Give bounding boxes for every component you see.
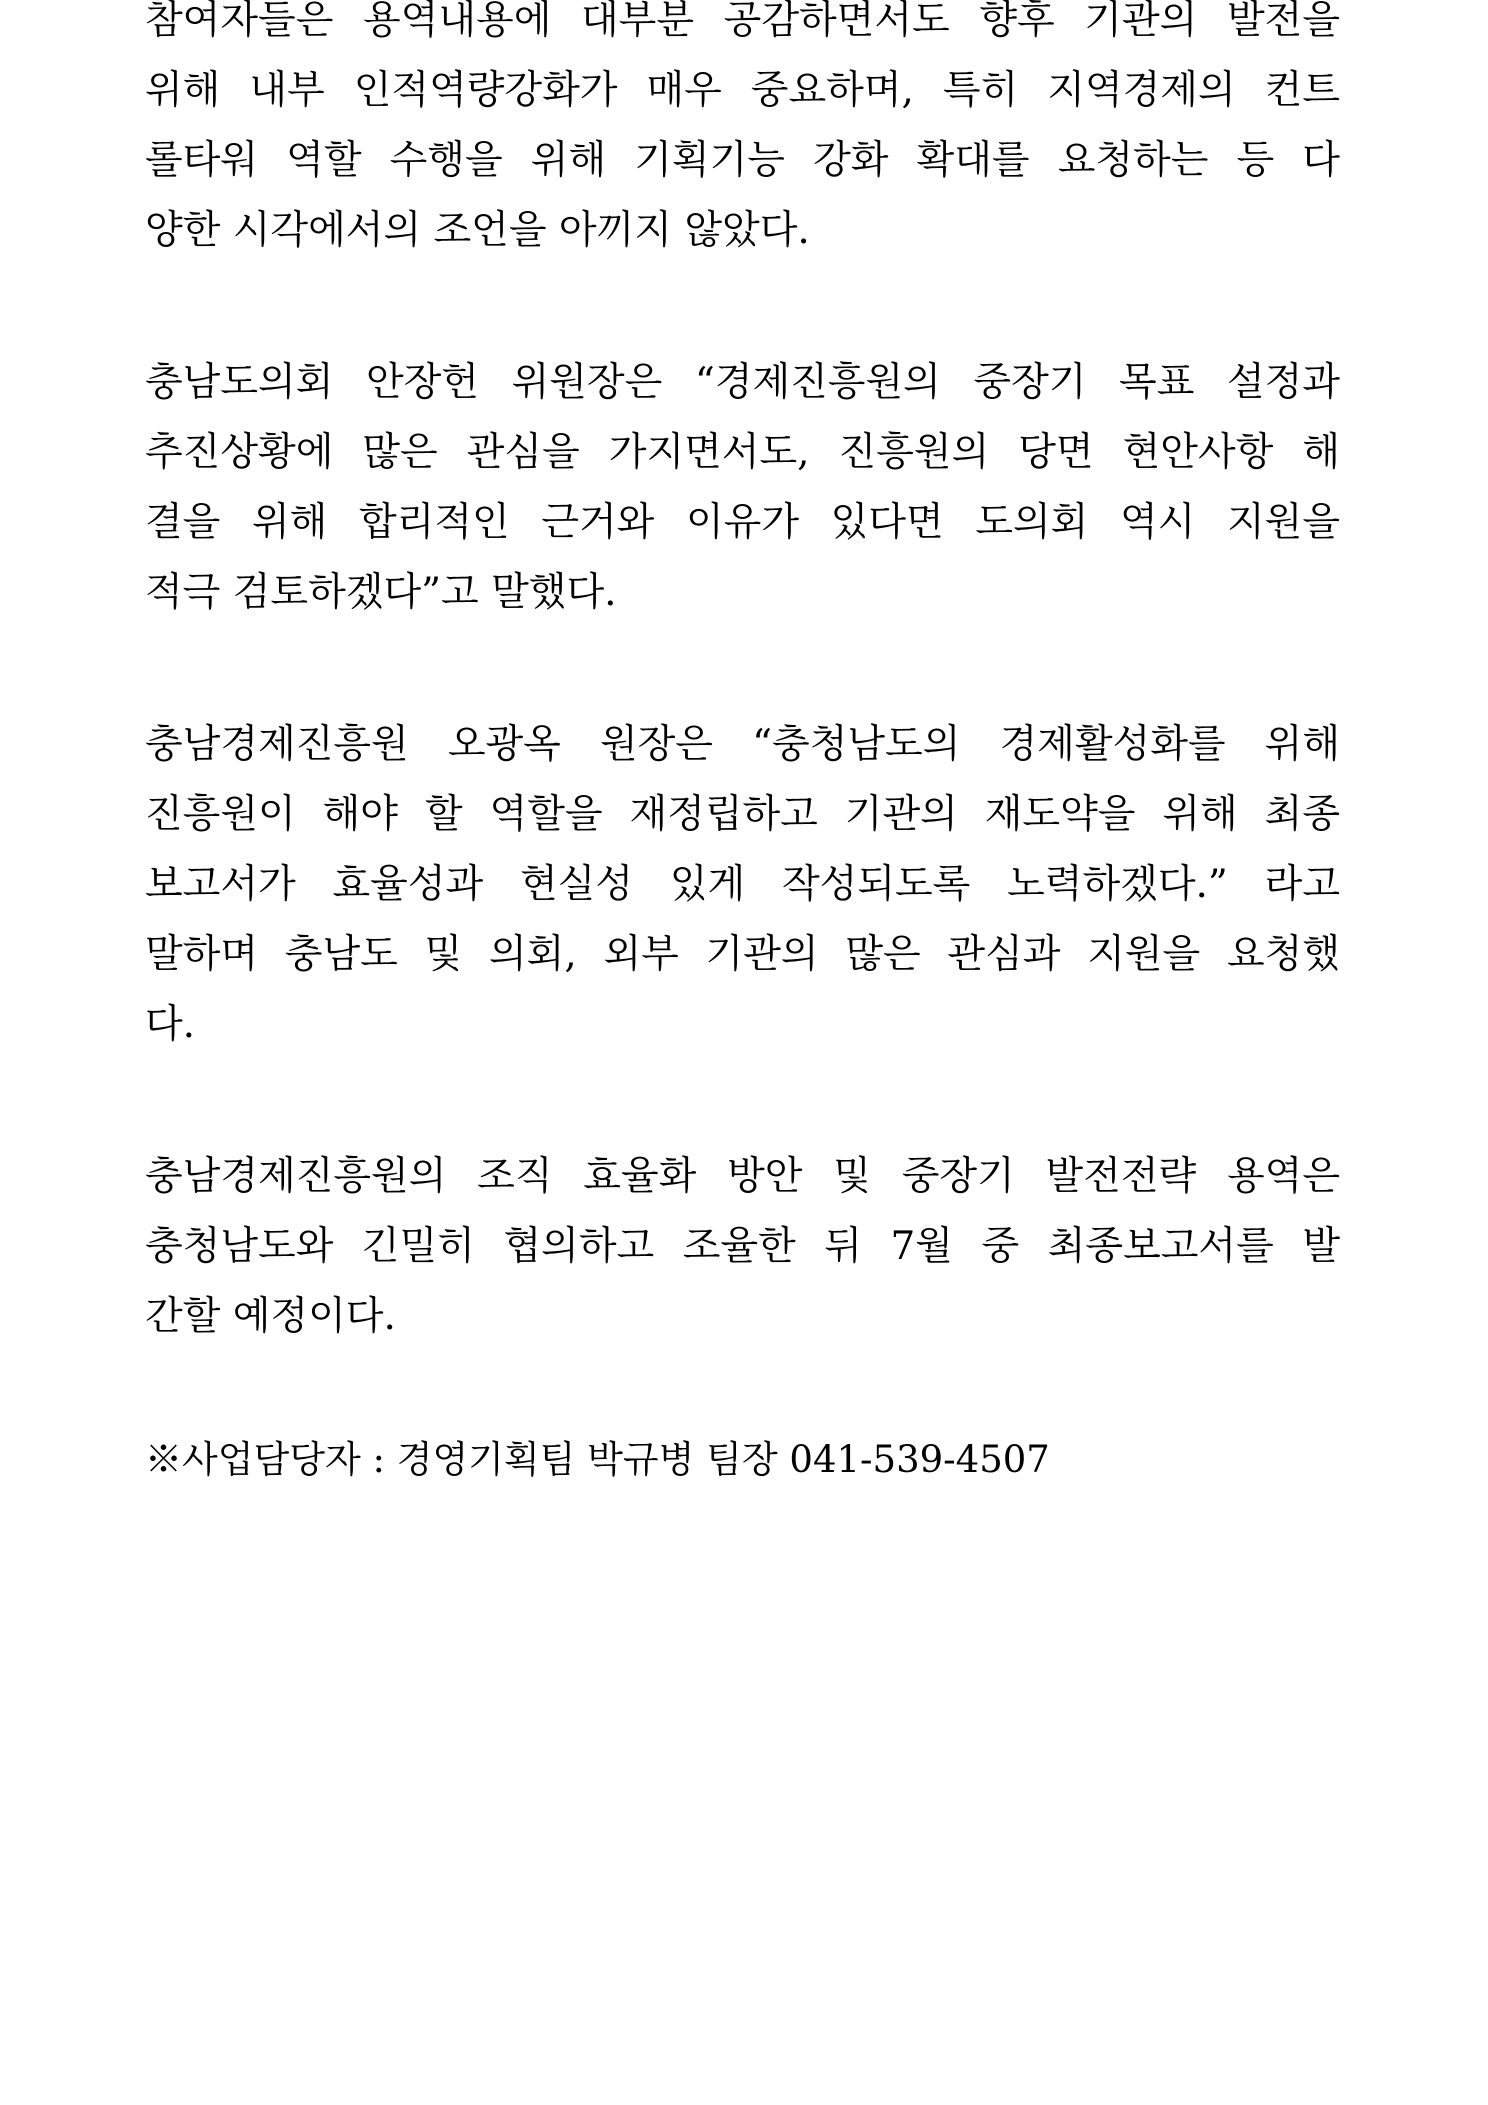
paragraph-line: 간할 예정이다. — [145, 1294, 396, 1339]
paragraph-line: 충남도의회 안장헌 위원장은 “경제진흥원의 중장기 목표 설정과 — [145, 360, 1340, 405]
paragraph-line: 충남경제진흥원의 조직 효율화 방안 및 중장기 발전전략 용역은 — [145, 1154, 1340, 1199]
paragraph-report-schedule — [145, 1142, 1340, 1352]
paragraph-line: 양한 시각에서의 조언을 아끼지 않았다. — [145, 208, 810, 253]
paragraph-line: 적극 검토하겠다”고 말했다. — [145, 570, 617, 615]
paragraph-council-chair-quote — [145, 348, 1340, 628]
paragraph-line: 다. — [145, 1002, 196, 1047]
paragraph-director-quote — [145, 710, 1340, 1060]
paragraph-participants-feedback — [145, 0, 1340, 266]
paragraph-line: 위해 내부 인적역량강화가 매우 중요하며, 특히 지역경제의 컨트 — [145, 68, 1340, 113]
contact-info: ※사업담당자 : 경영기획팀 박규병 팀장 041-539-4507 — [145, 1438, 1050, 1481]
paragraph-line: 참여자들은 용역내용에 대부분 공감하면서도 향후 기관의 발전을 — [145, 0, 1340, 43]
paragraph-line: 충청남도와 긴밀히 협의하고 조율한 뒤 7월 중 최종보고서를 발 — [145, 1224, 1340, 1269]
paragraph-line: 진흥원이 해야 할 역할을 재정립하고 기관의 재도약을 위해 최종 — [145, 792, 1340, 837]
paragraph-line: 추진상황에 많은 관심을 가지면서도, 진흥원의 당면 현안사항 해 — [145, 430, 1340, 475]
paragraph-line: 결을 위해 합리적인 근거와 이유가 있다면 도의회 역시 지원을 — [145, 500, 1340, 545]
paragraph-line: 롤타워 역할 수행을 위해 기획기능 강화 확대를 요청하는 등 다 — [145, 138, 1340, 183]
paragraph-line: 말하며 충남도 및 의회, 외부 기관의 많은 관심과 지원을 요청했 — [145, 932, 1340, 977]
paragraph-line: 충남경제진흥원 오광옥 원장은 “충청남도의 경제활성화를 위해 — [145, 722, 1340, 767]
paragraph-line: 보고서가 효율성과 현실성 있게 작성되도록 노력하겠다.” 라고 — [145, 862, 1340, 907]
